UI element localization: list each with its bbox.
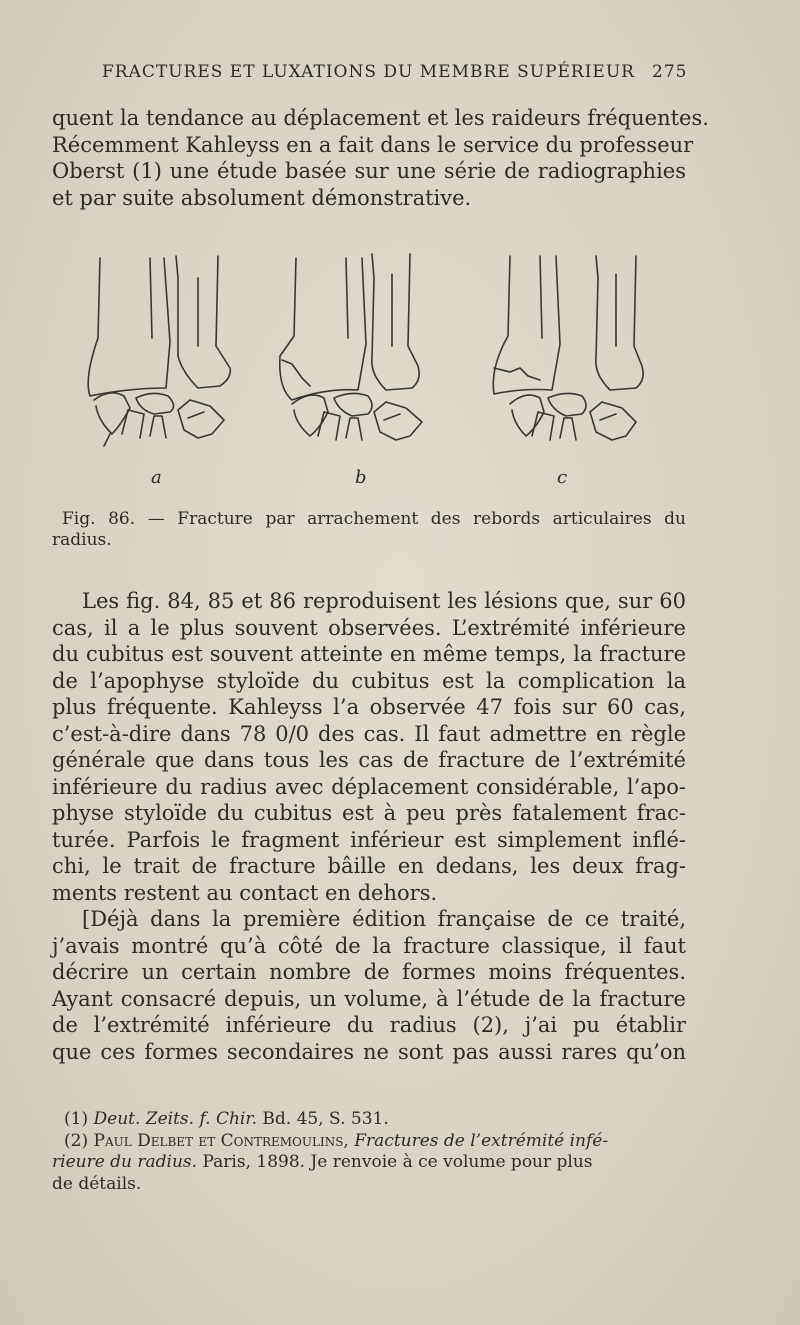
- text-line: et par suite absolument démonstrative.: [52, 185, 472, 210]
- text-line: générale que dans tous les cas de fracture de l’extrémité: [52, 748, 686, 772]
- text-line: cas, il a le plus souvent observées. L’extrémité inférieure: [52, 615, 686, 640]
- footnotes: [52, 1109, 686, 1195]
- text-line: du cubitus est souvent atteinte en même temps, la fracture: [52, 642, 686, 666]
- figure-label-c: c: [557, 467, 568, 488]
- text-line: Les fig. 84, 85 et 86 reproduisent les lésions que, sur 60: [82, 589, 686, 613]
- footnote-1: [52, 1109, 686, 1131]
- text-line: décrire un certain nombre de formes moins fréquentes.: [52, 960, 686, 984]
- footnote-number: (1): [64, 1109, 89, 1129]
- footnote-title: Fractures de l’extrémité infé-: [354, 1130, 609, 1151]
- paragraph-2: [52, 588, 686, 906]
- text-line: Ayant consacré depuis, un volume, à l’étude de la fracture: [52, 986, 686, 1011]
- text-line: ments restent au contact en dehors.: [52, 880, 438, 905]
- footnote-number: (2): [64, 1130, 89, 1151]
- text-line: physe styloïde du cubitus est à peu près fatalement frac-: [52, 801, 686, 825]
- text-line: j’avais montré qu’à côté de la fracture classique, il faut: [52, 933, 686, 958]
- figure-label-a: a: [151, 467, 162, 488]
- footnote-authors: Paul Delbet et Contremoulins,: [93, 1130, 349, 1151]
- running-title: FRACTURES ET LUXATIONS DU MEMBRE SUPÉRIEUR: [102, 62, 635, 82]
- text-line: de l’apophyse styloïde du cubitus est la complication la: [52, 668, 686, 693]
- text-line: plus fréquente. Kahleyss l’a observée 47 fois sur 60 cas,: [52, 695, 686, 719]
- text-line: Oberst (1) une étude basée sur une série de radiographies: [52, 159, 686, 183]
- page-number: 275: [652, 62, 688, 82]
- text-line: quent la tendance au déplacement et les raideurs fréquentes.: [52, 106, 709, 130]
- footnote-2-line-3: de détails.: [52, 1173, 142, 1194]
- footnote-text: Paris, 1898. Je renvoie à ce volume pour plus: [202, 1152, 593, 1172]
- footnote-text: Bd. 45, S. 531.: [262, 1109, 389, 1129]
- figure-label-b: b: [355, 467, 367, 488]
- footnote-2-line-2: [52, 1152, 686, 1174]
- wrist-drawing-a: [88, 256, 230, 446]
- figure-86-illustration: [70, 238, 670, 498]
- text-line: chi, le trait de fracture bâille en dedans, les deux frag-: [52, 854, 686, 878]
- figure-caption: [52, 509, 686, 551]
- text-line: Récemment Kahleyss en a fait dans le service du professeur: [52, 132, 694, 157]
- text-line: de l’extrémité inférieure du radius (2), j’ai pu établir: [52, 1013, 686, 1037]
- paragraph-3: [52, 906, 686, 1065]
- text-line: que ces formes secondaires ne sont pas aussi rares qu’on: [52, 1039, 686, 1064]
- footnote-2-line-1: [52, 1131, 686, 1153]
- wrist-drawing-b: [280, 254, 422, 440]
- text-line: inférieure du radius avec déplacement considérable, l’apo-: [52, 774, 686, 799]
- footnote-title: rieure du radius.: [52, 1152, 198, 1172]
- caption-line: Fig. 86. — Fracture par arrachement des rebords articulaires du: [62, 509, 686, 529]
- text-line: c’est-à-dire dans 78 0/0 des cas. Il faut admettre en règle: [52, 721, 686, 746]
- footnote-source: Deut. Zeits. f. Chir.: [93, 1109, 258, 1129]
- text-line: [Déjà dans la première édition française de ce traité,: [82, 907, 686, 931]
- caption-line: radius.: [52, 530, 112, 550]
- paragraph-1: [52, 105, 709, 211]
- wrist-drawing-c: [493, 256, 643, 440]
- text-line: turée. Parfois le fragment inférieur est simplement inflé-: [52, 827, 686, 852]
